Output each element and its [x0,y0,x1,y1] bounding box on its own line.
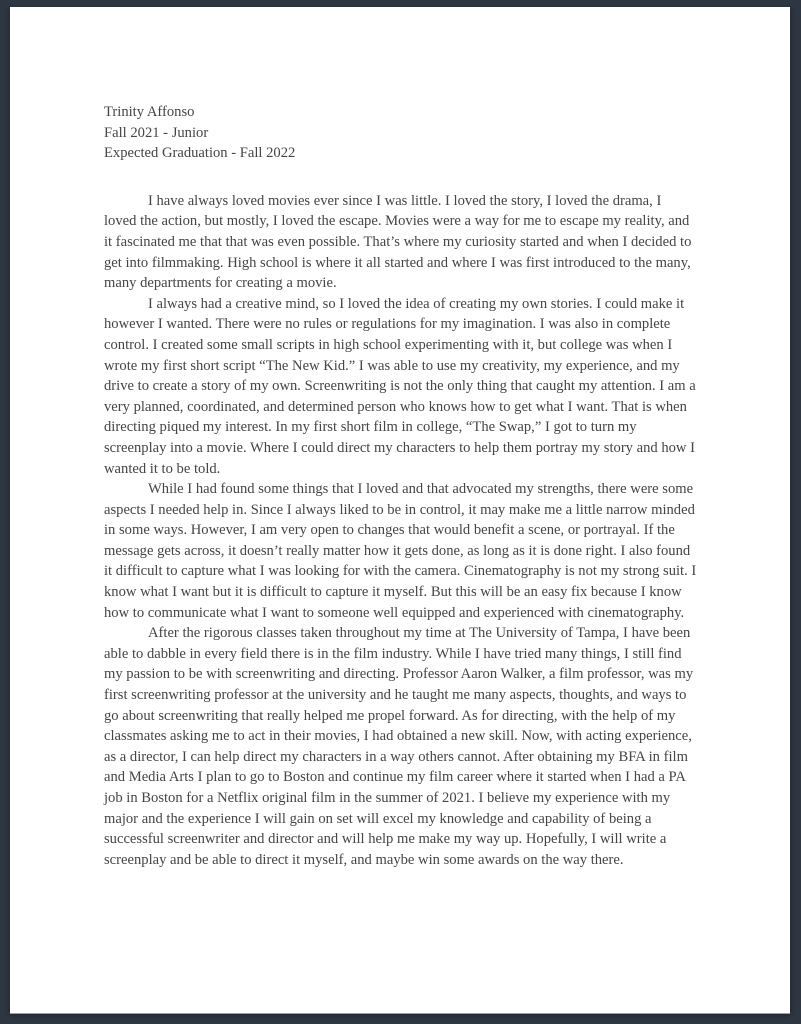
essay-body [104,191,697,871]
essay-header [104,102,697,164]
essay-paragraph-1: I have always loved movies ever since I was little. I loved the story, I loved the drama, I loved the action, but mostly, I loved the escape. Movies were a way for me to escape my reality, and it fascinated me that that was even possible. That’s where my curiosity started and when I decided to get into filmmaking. High school is where it all started and where I was first introduced to the many, many departments for creating a movie. [104,192,692,292]
essay-paragraph-2: I always had a creative mind, so I loved the idea of creating my own stories. I could make it however I wanted. There were no rules or regulations for my imagination. I was also in complete control. I created some small scripts in high school experimenting with it, but college was when I wrote my first short script “The New Kid.” I was able to use my creativity, my experience, and my drive to create a story of my own. Screenwriting is not the only thing that caught my attention. I am a very planned, coordinated, and determined person who knows how to get what I want. That is when directing piqued my interest. In my first short film in college, “The Swap,” I got to turn my screenplay into a movie. Where I could direct my characters to help them portray my story and how I wanted it to be told. [104,295,696,477]
graduation-line: Expected Graduation - Fall 2022 [104,145,296,162]
term-line: Fall 2021 - Junior [104,124,209,141]
document-page [10,7,790,1013]
essay-paragraph-3: While I had found some things that I loved and that advocated my strengths, there were some aspects I needed help in. Since I always liked to be in control, it may make me a little narrow minded in some ways. However, I am very open to changes that would benefit a scene, or portrayal. If the message gets across, it doesn’t really matter how it gets done, as long as it is done right. I also found it difficult to capture what I was looking for with the camera. Cinematography is not my strong suit. I know what I want but it is difficult to capture it myself. But this will be an easy fix because I know how to communicate what I want to someone well equipped and experienced with cinematography. [104,481,697,621]
essay-paragraph-4: After the rigorous classes taken throughout my time at The University of Tampa, I have been able to dabble in every field there is in the film industry. While I have tried many things, I still find my passion to be with screenwriting and directing. Professor Aaron Walker, a film professor, was my first screenwriting professor at the university and he taught me many aspects, thoughts, and ways to go about screenwriting that really helped me propel forward. As for directing, with the help of my classmates asking me to act in their movies, I had obtained a new skill. Now, with acting experience, as a director, I can help direct my characters in a way others cannot. After obtaining my BFA in film and Media Arts I plan to go to Boston and continue my film career where it started when I had a PA job in Boston for a Netflix original film in the summer of 2021. I believe my experience with my major and the experience I will gain on set will excel my knowledge and capability of being a successful screenwriter and director and will help me make my way up. Hopefully, I will write a screenplay and be able to direct it myself, and maybe win some awards on the way there. [104,625,694,868]
author-name: Trinity Affonso [104,104,195,120]
